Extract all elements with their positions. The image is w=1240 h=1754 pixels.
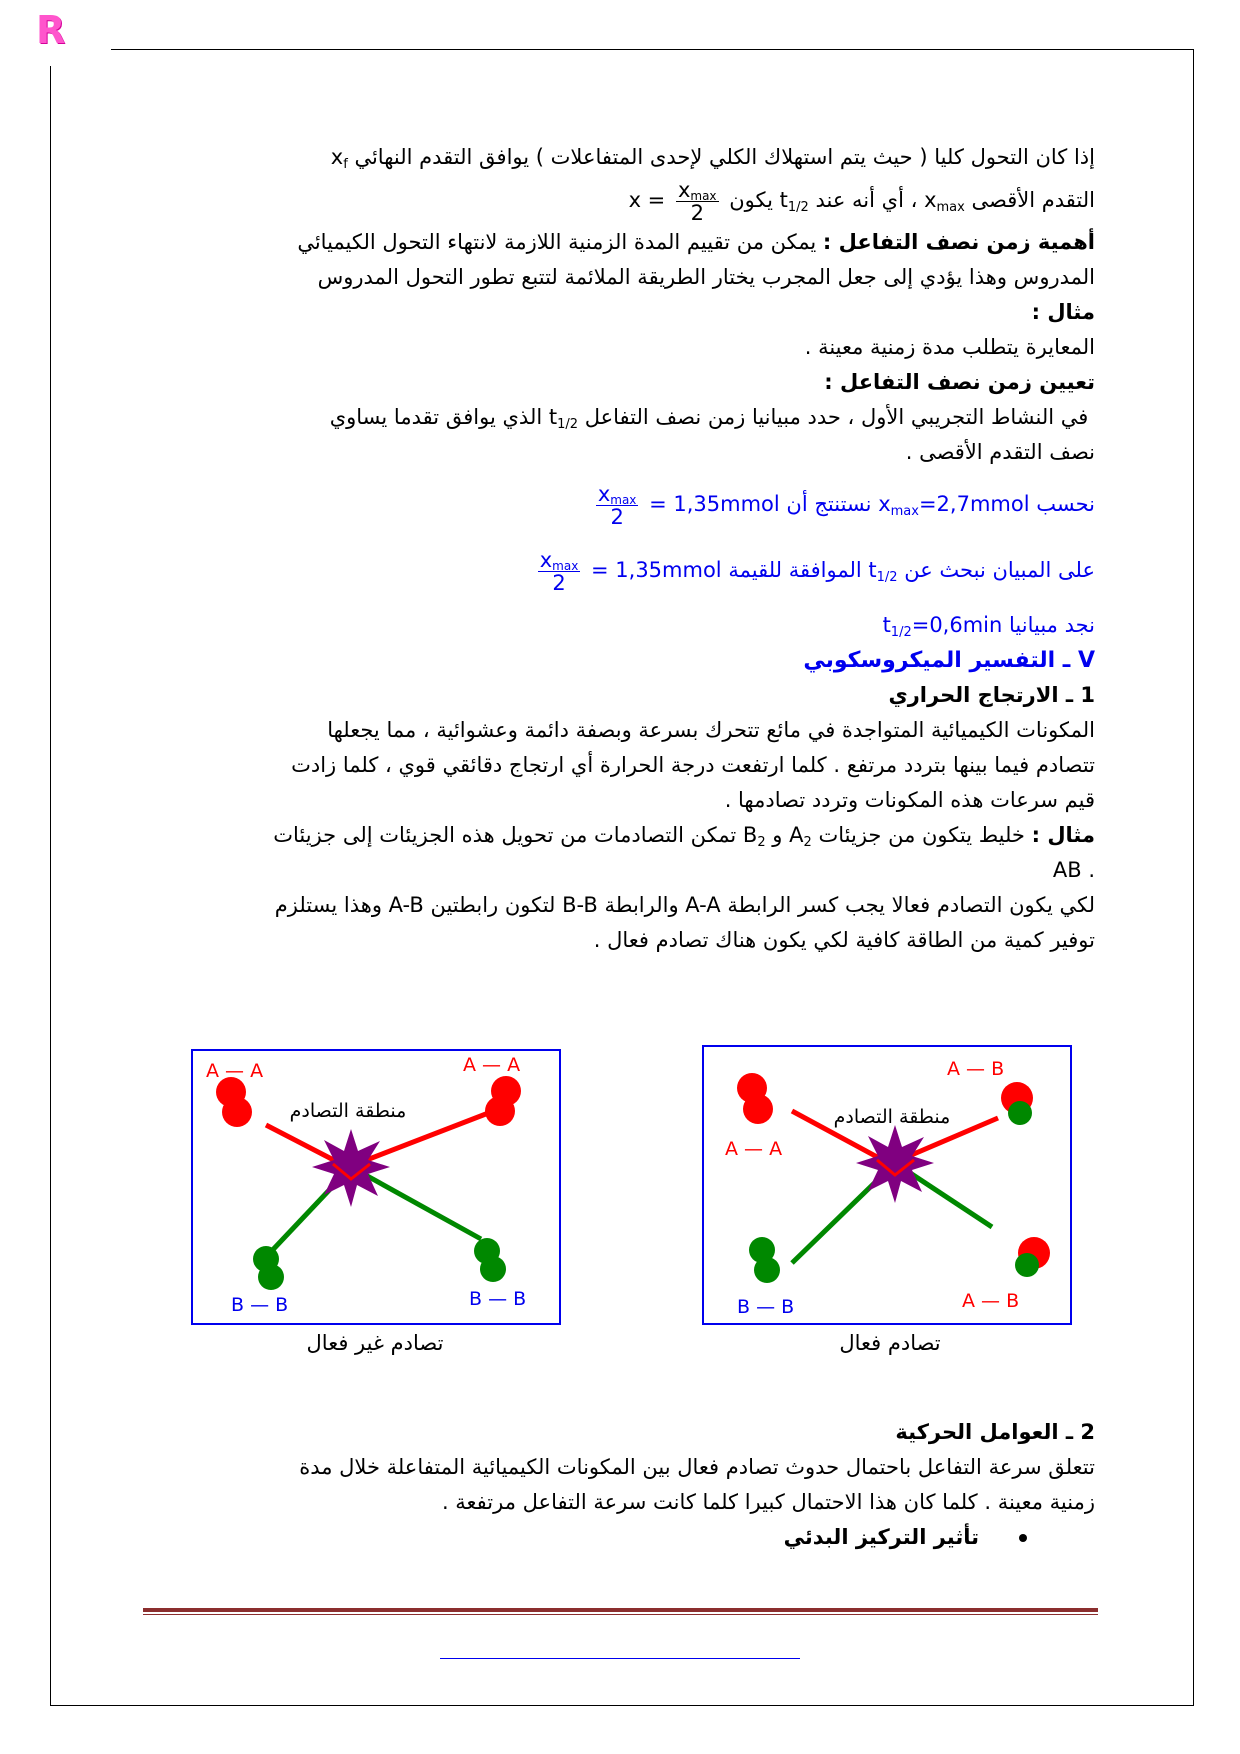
paragraph-line: لكي يكون التصادم فعالا يجب كسر الرابطة A-A والرابطة B-B لتكون رابطتين A-B وهذا يستلزم — [274, 893, 1095, 917]
section-v-heading: V ـ التفسير الميكروسكوبي — [803, 648, 1095, 673]
example-label: مثال : — [1031, 300, 1095, 324]
paragraph-line: إذا كان التحول كليا ( حيث يتم استهلاك الكلي لإحدى المتفاعلات ) يوافق التقدم النهائي $x_f$ — [330, 145, 1095, 172]
paragraph-line: التقدم الأقصى $x_{max}$ ، أي أنه عند $t_{1/2}$ يكون x = $\frac{x_{max}}{2}$ — [150, 175, 1095, 225]
label-bb-right: B — B — [469, 1288, 527, 1310]
collision-zone-label: منطقة التصادم — [833, 1106, 951, 1128]
paragraph-line: نصف التقدم الأقصى . — [905, 440, 1095, 464]
effective-collision-caption: تصادم فعال — [839, 1331, 941, 1355]
calc-line: على المبيان نبحث عن $t_{1/2}$ الموافقة للقيمة $\frac{x_{max}}{2}$ = 1,35mmol — [539, 547, 1095, 595]
frame-bottom-line — [50, 1705, 1194, 1706]
frame-left-line — [50, 66, 51, 1706]
paragraph-line: أهمية زمن نصف التفاعل : يمكن من تقييم المدة الزمنية اللازمة لانتهاء التحول الكيميائي — [297, 230, 1095, 254]
paragraph-line: زمنية معينة . كلما كان هذا الاحتمال كبيرا كلما كانت سرعة التفاعل مرتفعة . — [441, 1490, 1095, 1514]
bullet-item: تأثير التركيز البدئي — [150, 1520, 1095, 1555]
label-bb: B — B — [737, 1296, 795, 1318]
bullet-icon — [1019, 1534, 1027, 1542]
footer-rule — [143, 1608, 1098, 1612]
formula-x-eq: x = $\frac{x_{max}}{2}$ — [628, 177, 717, 225]
paragraph-line: تتصادم فيما بينها بتردد مرتفع . كلما ارتفعت درجة الحرارة أي ارتجاج دقائقي قوي ، كلما زادت — [291, 753, 1095, 777]
subsection-heading: 2 ـ العوامل الحركية — [895, 1420, 1095, 1444]
calc-line: نجد مبيانيا $t_{1/2}=0,6\min$ — [882, 613, 1095, 640]
paragraph-line: المعايرة يتطلب مدة زمنية معينة . — [804, 335, 1095, 359]
paragraph-line: تتعلق سرعة التفاعل باحتمال حدوث تصادم فعال بين المكونات الكيميائية المتفاعلة خلال مدة — [299, 1455, 1095, 1479]
paragraph-line: المدروس وهذا يؤدي إلى جعل المجرب يختار الطريقة الملائمة لتتبع تطور التحول المدروس — [317, 265, 1095, 289]
paragraph-line: . AB — [1052, 858, 1095, 882]
paragraph-line: توفير كمية من الطاقة كافية لكي يكون هناك تصادم فعال . — [593, 928, 1095, 952]
label-bb-left: B — B — [231, 1294, 289, 1316]
section-heading: تعيين زمن نصف التفاعل : — [824, 370, 1095, 394]
paragraph-line: قيم سرعات هذه المكونات وتردد تصادمها . — [724, 788, 1095, 812]
logo: R — [36, 8, 66, 52]
label-ab-bottom: A — B — [962, 1290, 1020, 1312]
frame-top-line — [111, 49, 1194, 50]
label-aa-left: A — A — [206, 1060, 264, 1082]
paragraph-line: في النشاط التجريبي الأول ، حدد مبيانيا زمن نصف التفاعل $t_{1/2}$ الذي يوافق تقدما يساوي — [329, 405, 1089, 432]
document-body — [150, 140, 1095, 958]
effective-collision-figure — [702, 1045, 1072, 1329]
document-body-lower — [150, 1415, 1095, 1555]
collision-zone-label: منطقة التصادم — [289, 1100, 407, 1122]
paragraph-line: المكونات الكيميائية المتواجدة في مائع تتحرك بسرعة وبصفة دائمة وعشوائية ، مما يجعلها — [327, 718, 1095, 742]
calc-line: نحسب $x_{max}=2,7mmol$ نستنتج أن $\frac{x_{max}}{2}$ = 1,35mmol — [597, 481, 1095, 529]
ineffective-collision-caption: تصادم غير فعال — [306, 1331, 444, 1355]
label-aa: A — A — [725, 1138, 783, 1160]
footer-link-underline — [440, 1658, 800, 1659]
subsection-heading: 1 ـ الارتجاج الحراري — [888, 683, 1095, 707]
footer-rule-thin — [143, 1614, 1098, 1615]
frame-right-line — [1193, 49, 1194, 1706]
label-aa-right: A — A — [463, 1054, 521, 1076]
label-ab-top: A — B — [947, 1058, 1005, 1080]
ineffective-collision-figure — [191, 1049, 561, 1329]
paragraph-line: مثال : خليط يتكون من جزيئات $A_2$ و $B_2$ تمكن التصادمات من تحويل هذه الجزيئات إلى جزيئات — [273, 823, 1095, 850]
